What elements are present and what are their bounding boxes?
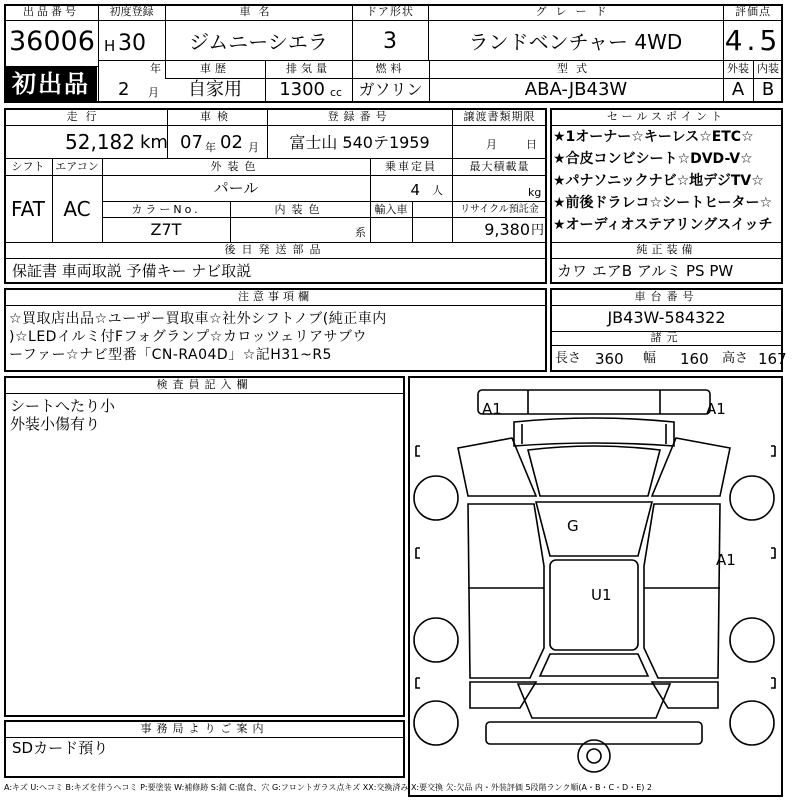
plate-label: 登録番号 xyxy=(327,110,392,123)
right-front-wheel-shape xyxy=(730,476,774,520)
transfer-deadline-label: 譲渡書類期限 xyxy=(463,110,536,123)
exterior-score: A xyxy=(731,79,745,100)
sales-points-label: セールスポイント xyxy=(606,110,726,123)
damage-mark-front-left: A1 xyxy=(482,400,502,418)
sales-point-line: ★前後ドラレコ☆シートヒーター☆ xyxy=(553,195,773,211)
first-listing-text: 初出品 xyxy=(12,70,90,98)
recycle-label: リサイクル預託金 xyxy=(460,204,539,215)
max-load-unit: kg xyxy=(528,186,542,199)
exterior-color-value: パール xyxy=(213,179,259,197)
shift-value: FAT xyxy=(10,197,45,221)
inspection-year-unit: 年 xyxy=(205,141,216,154)
recycle-value: 9,380 xyxy=(484,220,530,239)
score-value: 4.5 xyxy=(724,24,782,57)
registration-label: 初度登録 xyxy=(109,5,154,18)
damage-mark-roof: U1 xyxy=(591,586,612,604)
displacement-value: 1300 xyxy=(279,79,325,100)
left-front-wheel-shape xyxy=(414,476,458,520)
recycle-unit: 円 xyxy=(531,223,545,238)
displacement-label: 排気量 xyxy=(286,62,331,75)
exterior-color-label: 外装色 xyxy=(210,160,262,173)
sales-point-line: ★合皮コンビシート☆DVD-V☆ xyxy=(553,151,753,167)
aircon-label: エアコン xyxy=(55,160,99,173)
rear-window-shape xyxy=(540,654,648,676)
capacity-value: 4 xyxy=(410,181,420,199)
score-label: 評価点 xyxy=(735,5,771,18)
front-bumper-shape xyxy=(478,390,710,414)
registration-year: 30 xyxy=(118,31,146,56)
legend: A:キズ U:ヘコミ B:キズを伴うヘコミ P:要塗装 W:補修跡 S:錆 C:腐食、穴 G:フロントガラス点キズ XX:交換済み X:要交換 欠:欠品 内・外装評価 5段階ランク順(A・B・C・D・E) 2 xyxy=(4,783,653,792)
transfer-deadline-month-unit: 月 xyxy=(486,138,497,151)
office-note: SDカード預り xyxy=(12,739,109,757)
interior-color-label: 内装色 xyxy=(274,203,326,216)
left-spare-wheel-shape xyxy=(414,701,458,745)
registration-month-unit: 月 xyxy=(148,86,159,99)
height-label: 高さ xyxy=(722,351,749,366)
inspector-label: 検査員記入欄 xyxy=(156,378,253,391)
mileage-label: 走行 xyxy=(66,110,105,123)
notes-label: 注意事項欄 xyxy=(238,290,313,303)
interior-score: B xyxy=(761,79,775,100)
inspection-label: 車検 xyxy=(200,110,234,123)
inspection-month: 02 xyxy=(220,132,243,153)
inspection-month-unit: 月 xyxy=(248,141,259,154)
color-no-value: Z7T xyxy=(150,220,182,239)
specs-label: 諸元 xyxy=(650,331,683,344)
registration-era: H xyxy=(104,37,116,55)
length-label: 長さ xyxy=(555,351,582,366)
back-door-shape xyxy=(518,684,670,718)
later-parts-value: 保証書 車両取説 予備キー ナビ取説 xyxy=(12,262,252,280)
plate-value: 富士山 540テ1959 xyxy=(289,133,430,152)
damage-mark-windshield: G xyxy=(567,517,579,535)
left-door-shape xyxy=(468,504,544,678)
grade-label: グレード xyxy=(535,5,616,18)
registration-month: 2 xyxy=(118,79,130,100)
model-type-value: ABA-JB43W xyxy=(524,79,628,100)
damage-mark-front-right: A1 xyxy=(706,400,726,418)
car-name-label: 車名 xyxy=(239,5,278,18)
windshield-shape xyxy=(536,502,652,556)
grade-value: ランドベンチャー 4WD xyxy=(468,30,683,54)
import-label: 輸入車 xyxy=(374,203,408,216)
inspector-note: 外装小傷有り xyxy=(10,415,101,433)
registration-year-unit: 年 xyxy=(150,62,161,75)
car-name-value: ジムニーシエラ xyxy=(189,30,328,54)
exterior-score-label: 外装 xyxy=(727,62,749,75)
sales-point-line: ★1オーナー☆キーレス☆ETC☆ xyxy=(553,129,754,145)
notes-line: ☆買取店出品☆ユーザー買取車☆社外シフトノブ(純正車内 xyxy=(9,311,387,327)
max-load-label: 最大積載量 xyxy=(469,160,530,173)
interior-color-unit: 系 xyxy=(355,226,366,239)
damage-mark-right-side: A1 xyxy=(716,551,736,569)
doors-label: ドア形状 xyxy=(366,5,414,18)
later-parts-label: 後日発送部品 xyxy=(224,243,327,256)
front-grille-shape xyxy=(514,418,674,446)
left-front-fender-shape xyxy=(458,438,536,496)
lot-label: 出品番号 xyxy=(23,5,79,18)
fuel-value: ガソリン xyxy=(358,80,423,99)
inspector-note: シートへたり小 xyxy=(10,397,116,415)
sales-point-line: ★オーディオステアリングスイッチ xyxy=(553,217,773,233)
notes-line: ーファー☆ナビ型番「CN-RA04D」☆記H31~R5 xyxy=(9,347,332,363)
mileage-value: 52,182 xyxy=(65,130,135,154)
office-label: 事務局よりご案内 xyxy=(140,722,269,735)
lot-number: 36006 xyxy=(9,26,95,57)
color-no-label: カラーNo. xyxy=(131,203,201,216)
fuel-label: 燃料 xyxy=(375,62,406,75)
history-value: 自家用 xyxy=(188,79,242,100)
displacement-unit: cc xyxy=(330,86,343,99)
aircon-value: AC xyxy=(63,197,91,221)
capacity-label: 乗車定員 xyxy=(385,160,437,173)
genuine-equipment-value: カワ エアB アルミ PS PW xyxy=(557,262,734,280)
mileage-unit: km xyxy=(140,132,168,153)
right-spare-wheel-shape xyxy=(730,701,774,745)
sales-point-line: ★パナソニックナビ☆地デジTV☆ xyxy=(553,173,764,189)
interior-score-label: 内装 xyxy=(757,62,779,75)
doors-value: 3 xyxy=(383,29,397,54)
model-type-label: 型式 xyxy=(557,62,595,75)
capacity-unit: 人 xyxy=(432,184,443,197)
length-value: 360 xyxy=(595,350,624,368)
notes-line: )☆LEDイルミ付Fフォグランプ☆カロッツェリアサブウ xyxy=(9,329,368,345)
transfer-deadline-day-unit: 日 xyxy=(526,138,537,151)
right-door-shape xyxy=(644,504,720,678)
shift-label: シフト xyxy=(11,160,45,173)
roof-shape xyxy=(550,560,638,650)
width-value: 160 xyxy=(680,350,709,368)
chassis-value: JB43W-584322 xyxy=(607,308,726,327)
inspection-year: 07 xyxy=(180,132,203,153)
hood-shape xyxy=(528,446,660,496)
right-front-fender-shape xyxy=(652,438,730,496)
width-label: 幅 xyxy=(643,351,657,366)
right-rear-wheel-shape xyxy=(730,618,774,662)
chassis-label: 車台番号 xyxy=(634,290,699,303)
genuine-equipment-label: 純正装備 xyxy=(636,243,697,256)
left-rear-wheel-shape xyxy=(414,618,458,662)
history-label: 車歴 xyxy=(200,62,230,75)
height-value: 167 xyxy=(758,350,787,368)
